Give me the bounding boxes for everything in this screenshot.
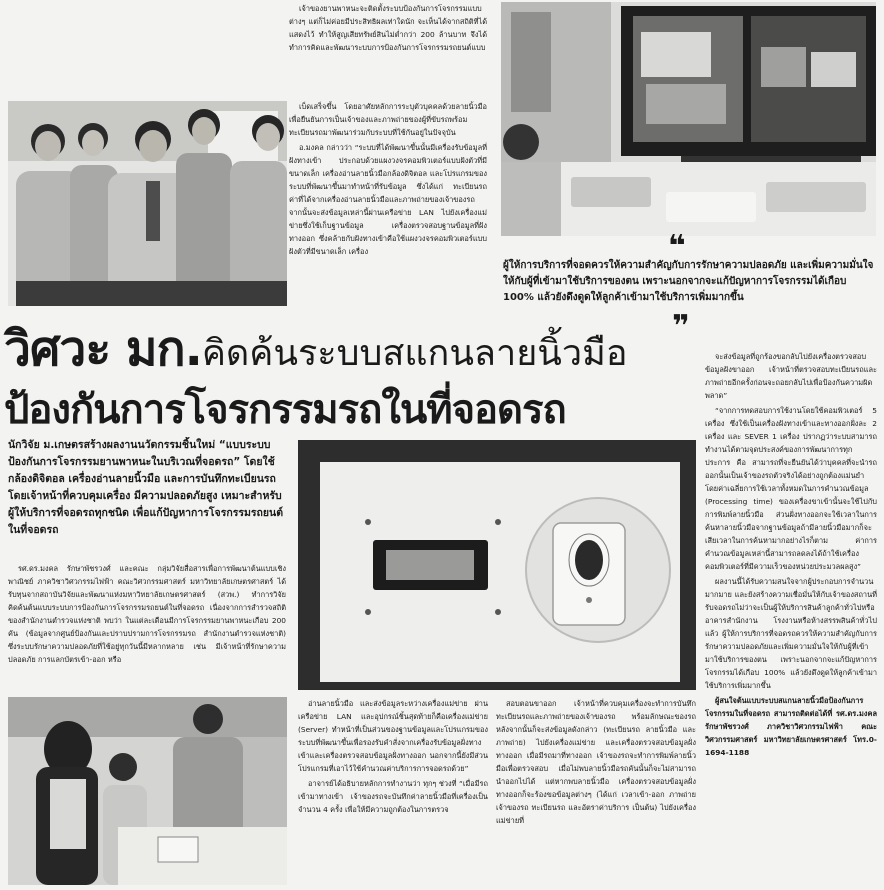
paragraph: อาจารย์ได้อธิบายหลักการทำงานว่า ทุกๆ ช่วงที่ “เมื่อมีรถเข้ามาทางเข้า เจ้าของรถจะบันทึกค่าลายนิ้วมือที่เครื่องเป็นจำนวน 4 ครั้ง เพื่อให้มีความถูกต้องในการตรวจ bbox=[298, 779, 488, 814]
photo-researchers bbox=[8, 101, 287, 306]
headline-line1-rest: คิดค้นระบบสแกนลายนิ้วมือ bbox=[201, 333, 628, 374]
monitors-illustration bbox=[501, 2, 876, 236]
paragraph: จะส่งข้อมูลที่ถูกร้องขอกลับไปยังเครื่องตรวจสอบข้อมูลฝังขาออก เจ้าหน้าที่ตรวจสอบทะเบียนรถและภาพถ่ายอีกครั้งก่อนจะถอยกลับไปเพื่อป้องกันความผิดพลาด” bbox=[705, 352, 877, 400]
paragraph: อ่านลายนิ้วมือ และส่งข้อมูลระหว่างเครื่องแม่ข่าย ผ่านเครือข่าย LAN และอุปกรณ์ชิ้นสุดท้ายก็คือเครื่องแม่ข่าย (Server) ทำหน้าที่เป็นส่วนของฐานข้อมูลและโปรแกรมของระบบที่พัฒนาขึ้นเพื่อรองรับคำสั่งจากเครื่องรับข้อมูลฝั่งทางเข้าและเครื่องตรวจสอบข้อมูลฝั่งทางออก นอกจากนี้ยังมีส่วนโปรแกรมที่เอาไว้ใช้คำนวณค่าบริการการจอดรถด้วย” bbox=[298, 699, 488, 773]
pull-quote: ผู้ให้การบริการที่จอดควรให้ความสำคัญกับการรักษาความปลอดภัย และเพิ่มความมั่นใจให้กับผู้ที่เข้ามาใช้บริการของตน เพราะนอกจากจะแก้ปัญหาการโจรกรรมได้เกือบ 100% แล้วยังดึงดูดให้ลูกค้าเข้ามาใช้บริการเพิ่มมากขึ้น bbox=[503, 260, 874, 303]
column-bottom-right bbox=[496, 697, 696, 885]
headline-line1 bbox=[4, 318, 704, 380]
photo-monitors bbox=[501, 2, 876, 236]
paragraph: ผลงานนี้ได้รับความสนใจจากผู้ประกอบการจำนวนมากมาย และยังสร้างความเชื่อมั่นให้กับเจ้าของสถานที่รับจอดรถไม่ว่าจะเป็นผู้ให้บริการสินค้าลูกค้าทั่วไปหรืออาคารสำนักงาน โรงงานหรือห้างสรรพสินค้าทั่วไปแล้ว ผู้ให้การบริการที่จอดรถควรให้ความสำคัญกับการรักษาความปลอดภัยและเพิ่มความมั่นใจให้กับผู้ที่เข้ามาใช้บริการของตน เพราะนอกจากจะแก้ปัญหาการโจรกรรมได้เกือบ 100% แล้วยังดึงดูดให้ลูกค้าเข้ามาใช้บริการเพิ่มมากขึ้น bbox=[705, 577, 877, 690]
quote-close-mark: ❞ bbox=[672, 309, 690, 344]
paragraph: อ.มงคล กล่าวว่า “ระบบที่ได้พัฒนาขึ้นนั้นมีเครื่องรับข้อมูลที่ฝังทางเข้า ประกอบด้วยแผงวงจรคอมพิวเตอร์แบบฝังตัวที่มีขนาดเล็ก เครื่องอ่านลายนิ้วมือกล้องดิจิตอล และโปรแกรมของระบบที่พัฒนาขึ้นมาทำหน้าที่รับข้อมูล ซึ่งได้แก่ ทะเบียนรถ ค่าที่ได้จากเครื่องอ่านลายนิ้วมือและภาพถ่ายของเจ้าของรถจากนั้นจะส่งข้อมูลเหล่านี้ผ่านเครือข่าย LAN ไปยังเครื่องแม่ข่ายซึ่งใช้เก็บฐานข้อมูล เครื่องตรวจสอบฐานข้อมูลที่ฝังทางออก ซึ่งคล้ายกับฝังทางเข้าคือใช้แผงวงจรคอมพิวเตอร์แบบฝังตัวที่มีขนาดเล็ก เครื่อง bbox=[289, 143, 487, 256]
device-illustration bbox=[298, 440, 696, 690]
column-left-body bbox=[8, 562, 286, 692]
paragraph: เจ้าของยานพาหนะจะติดตั้งระบบป้องกันการโจรกรรมแบบต่างๆ แต่ก็ไม่ค่อยมีประสิทธิผลเท่าใดนัก จะเห็นได้จากสถิติที่ได้แสดงไว้ ทำให้สูญเสียทรัพย์สินไม่ต่ำกว่า 200 ล้านบาท จึงได้ทำการคิดและพัฒนาระบบการป้องกันการโจรกรรมรถยนต์แบบ bbox=[289, 4, 487, 52]
photo-fingerprint-device bbox=[298, 440, 696, 690]
photo-demo-crowd bbox=[8, 697, 287, 885]
contact-paragraph: ผู้สนใจต้นแบบระบบสแกนลายนิ้วมือป้องกันการโจรกรรมในที่จอดรถ สามารถติดต่อได้ที่ รศ.ดร.มงคล รักษาพัชรวงศ์ ภาควิชาวิศวกรรมไฟฟ้า คณะวิศวกรรมศาสตร์ มหาวิทยาลัยเกษตรศาสตร์ โทร.0-1694-1188 bbox=[705, 696, 877, 757]
quote-open-mark: ❝ bbox=[668, 229, 686, 264]
crowd-illustration bbox=[8, 697, 287, 885]
column-top-middle-a bbox=[289, 2, 487, 87]
headline-line2: ป้องกันการโจรกรรมรถในที่จอดรถ bbox=[4, 387, 566, 433]
paragraph: รศ.ดร.มงคล รักษาพัชรวงศ์ และคณะ กลุ่มวิจัยสื่อสารเพื่อการพัฒนาต้นแบบเชิงพาณิชย์ ภาควิชาวิศวกรรมไฟฟ้า คณะวิศวกรรมศาสตร์ มหาวิทยาลัยเกษตรศาสตร์ ได้รับทุนจากสถาบันวิจัยและพัฒนาแห่งมหาวิทยาลัยเกษตรศาสตร์ (สวพ.) ทำการวิจัยคิดค้นต้นแบบระบบการป้องกันการโจรกรรมรถยนต์ในที่จอดรถ เนื่องจากการสำรวจสถิติของสำนักงานตำรวจแห่งชาติ พบว่า ในแต่ละเดือนมีการโจรกรรมยานพาหนะเกือบ 200 คัน (ข้อมูลจากศูนย์ป้องกันและปราบปรามการโจรกรรมรถ สำนักงานตำรวจแห่งชาติ) ซึ่งระบบรักษาความปลอดภัยที่ใช้อยู่ทุกวันนี้มีหลากหลาย เช่น มีเจ้าหน้าที่รักษาความปลอดภัย การแลกบัตรเข้า-ออก หรือ bbox=[8, 564, 286, 664]
column-right bbox=[705, 350, 877, 885]
column-top-middle-b bbox=[289, 100, 487, 325]
headline-brand: วิศวะ มก. bbox=[4, 321, 202, 377]
paragraph: “จากการทดสอบการใช้งานโดยใช้คอมพิวเตอร์ 5 เครื่อง ซึ่งใช้เป็นเครื่องฝังทางเข้าและทางออกฝั่งละ 2 เครื่อง และ SEVER 1 เครื่อง ปรากฏว่าระบบสามารถทำงานได้ตามจุดประสงค์ของการพัฒนาการทุกประการ คือ สามารถที่จะยืนยันได้ว่าบุคคลที่จะนำรถออกนั้นเป็นเจ้าของรถตัวจริงได้อย่างถูกต้องแม่นยำ โดยค่าเฉลี่ยการใช้เวลาทั้งหมดในการคำนวณข้อมูล (Processing time) ของเครื่องขาเข้านั้นจะใช้ไปกับการพิมพ์ลายนิ้วมือ ส่วนฝั่งทางออกจะใช้เวลาในการค้นหาลายนิ้วมือจากฐานข้อมูลถ้ามีลายนิ้วมือมากก็จะเสียเวลาในการค้นหามากอย่างไรก็ตาม ค่าการคำนวณข้อมูลเหล่านี้สามารถลดลงได้ถ้าใช้เครื่องคอมพิวเตอร์ที่มีความเร็วของหน่วยประมวลผลสูง” bbox=[705, 406, 877, 571]
column-bottom-middle bbox=[298, 697, 488, 885]
paragraph: เบ็ดเสร็จขึ้น โดยอาศัยหลักการระบุตัวบุคคลด้วยลายนิ้วมือ เพื่อยืนยันการเป็นเจ้าของและภาพถ่ายของผู้ที่ขับรถพร้อมทะเบียนรถมาพัฒนาร่วมกับระบบที่ใช้กันอยู่ในปัจจุบัน bbox=[289, 102, 487, 137]
lede: นักวิจัย ม.เกษตรสร้างผลงานนวัตกรรมชิ้นใหม่ “แบบระบบป้องกันการโจรกรรมยานพาหนะในบริเวณที่จอดรถ” โดยใช้กล้องดิจิตอล เครื่องอ่านลายนิ้วมือ และการบันทึกทะเบียนรถโดยเจ้าหน้าที่ควบคุมเครื่อง มีความปลอดภัยสูง เหมาะสำหรับผู้ให้บริการที่จอดรถทุกชนิด เพื่อแก้ปัญหาการโจรกรรมรถยนต์ในที่จอดรถ bbox=[8, 439, 284, 536]
researchers-illustration bbox=[8, 101, 287, 306]
paragraph: สอบตอนขาออก เจ้าหน้าที่ควบคุมเครื่องจะทำการบันทึกทะเบียนรถและภาพถ่ายของเจ้าของรถ พร้อมลักษณะของรถ หลังจากนั้นก็จะส่งข้อมูลดังกล่าว (ทะเบียนรถ ลายนิ้วมือ และภาพถ่าย) ไปยังเครื่องแม่ข่าย และเครื่องตรวจสอบข้อมูลฝั่งทางออก เมื่อมีรถมาที่ทางออก เจ้าของรถจะทำการพิมพ์ลายนิ้วมือเพื่อตรวจสอบ เมื่อไม่พบลายนิ้วมือรถคันนั้นก็จะไม่สามารถนำออกไปได้ แต่หากพบลายนิ้วมือ เครื่องตรวจสอบข้อมูลฝั่งทางออกก็จะร้องขอข้อมูลต่างๆ (ได้แก่ เวลาเข้า-ออก ภาพถ่ายเจ้าของรถ ทะเบียนรถ และอัตราค่าบริการ เป็นต้น) ไปยังเครื่องแม่ข่ายที่ bbox=[496, 699, 696, 825]
